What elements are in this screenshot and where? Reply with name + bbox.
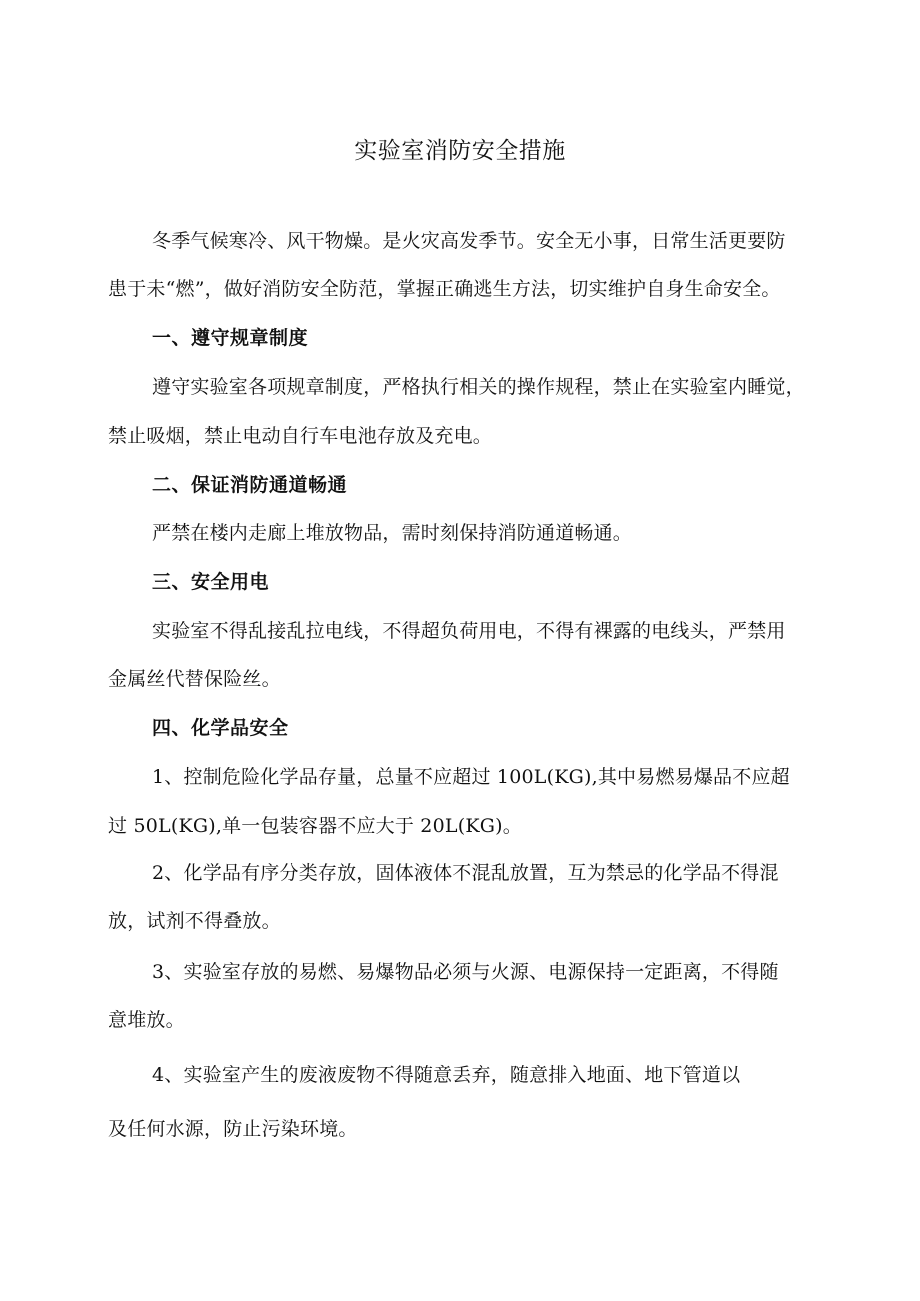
chemical-item-2-line-1: 2、化学品有序分类存放，固体液体不混乱放置，互为禁忌的化学品不得混 xyxy=(152,862,779,884)
chemical-item-1-line-2: 过 50L(KG),单一包装容器不应大于 20L(KG)。 xyxy=(108,815,522,837)
section-heading-electricity: 三、安全用电 xyxy=(152,571,270,593)
intro-line-2: 患于未“燃”，做好消防安全防范，掌握正确逃生方法，切实维护自身生命安全。 xyxy=(108,278,781,300)
chemical-item-1-line-1: 1、控制危险化学品存量，总量不应超过 100L(KG),其中易燃易爆品不应超 xyxy=(152,766,790,788)
chemical-item-3-line-2: 意堆放。 xyxy=(108,1009,185,1031)
document-title: 实验室消防安全措施 xyxy=(354,138,566,164)
chemical-item-4-line-2: 及任何水源，防止污染环境。 xyxy=(108,1118,358,1140)
chemical-item-2-line-2: 放，试剂不得叠放。 xyxy=(108,910,281,932)
section-fire-exit-line-1: 严禁在楼内走廊上堆放物品，需时刻保持消防通道畅通。 xyxy=(152,522,633,544)
intro-line-1: 冬季气候寒冷、风干物燥。是火灾高发季节。安全无小事，日常生活更要防 xyxy=(152,230,786,252)
section-heading-chemicals: 四、化学品安全 xyxy=(152,717,289,739)
section-electricity-line-2: 金属丝代替保险丝。 xyxy=(108,668,281,690)
section-heading-fire-exit: 二、保证消防通道畅通 xyxy=(152,474,348,496)
section-heading-rules: 一、遵守规章制度 xyxy=(152,327,309,349)
section-rules-line-2: 禁止吸烟，禁止电动自行车电池存放及充电。 xyxy=(108,425,493,447)
section-rules-line-1: 遵守实验室各项规章制度，严格执行相关的操作规程，禁止在实验室内睡觉， xyxy=(152,376,805,398)
chemical-item-4-line-1: 4、实验室产生的废液废物不得随意丢弃，随意排入地面、地下管道以 xyxy=(152,1064,741,1086)
section-electricity-line-1: 实验室不得乱接乱拉电线，不得超负荷用电，不得有裸露的电线头，严禁用 xyxy=(152,620,786,642)
chemical-item-3-line-1: 3、实验室存放的易燃、易爆物品必须与火源、电源保持一定距离，不得随 xyxy=(152,961,779,983)
